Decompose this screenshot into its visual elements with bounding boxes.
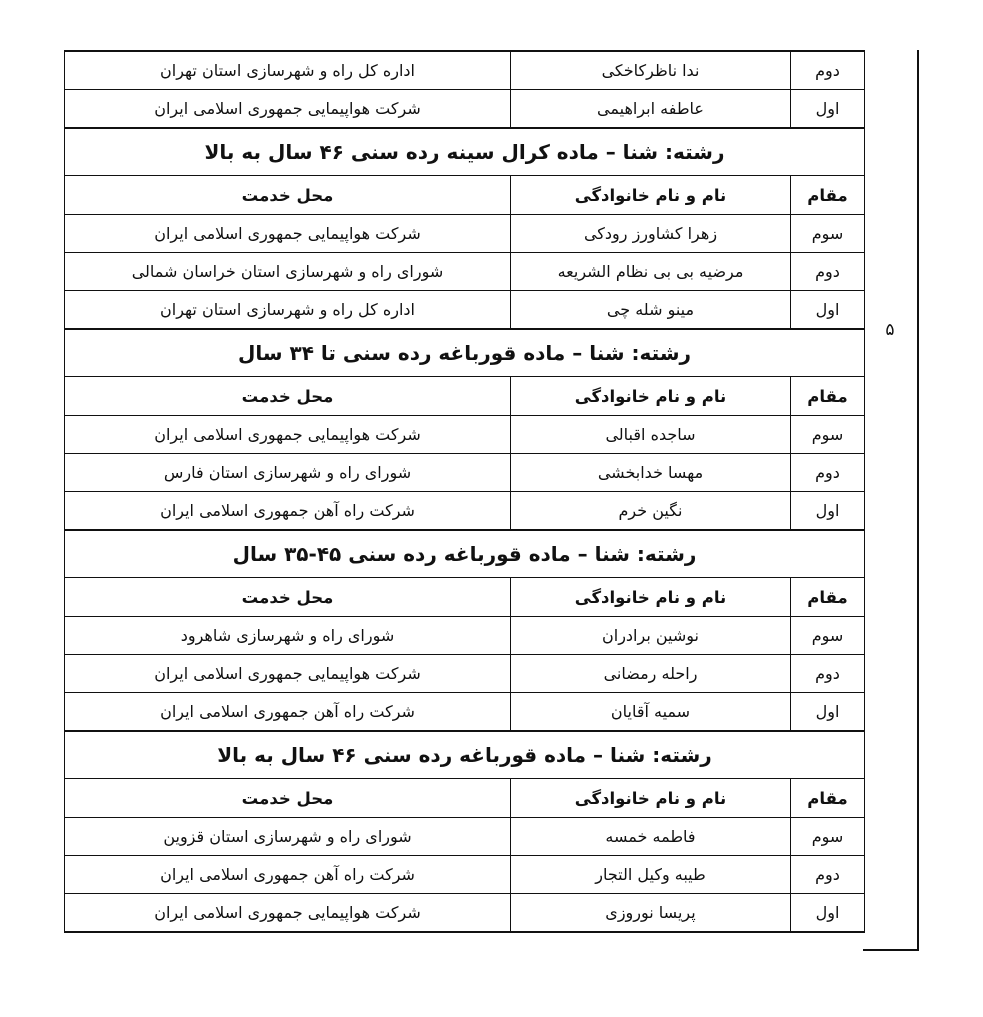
header-name: نام و نام خانوادگی [511, 578, 791, 617]
table-row [65, 454, 865, 492]
header-rank: مقام [791, 176, 865, 215]
section-title-row [65, 530, 865, 578]
name-cell: مرضیه بی بی نظام الشریعه [511, 253, 791, 291]
table-row [65, 894, 865, 933]
place-cell: شورای راه و شهرسازی استان فارس [65, 454, 511, 492]
header-rank: مقام [791, 779, 865, 818]
rank-cell: دوم [791, 253, 865, 291]
place-cell: شورای راه و شهرسازی استان قزوین [65, 818, 511, 856]
rank-cell: اول [791, 291, 865, 330]
place-cell: شرکت هواپیمایی جمهوری اسلامی ایران [65, 655, 511, 693]
rank-cell: اول [791, 492, 865, 531]
name-cell: عاطفه ابراهیمی [511, 90, 791, 129]
table-row [65, 856, 865, 894]
place-cell: اداره کل راه و شهرسازی استان تهران [65, 291, 511, 330]
place-cell: اداره کل راه و شهرسازی استان تهران [65, 51, 511, 90]
section-title: رشته: شنا – ماده قورباغه رده سنی ۴۶ سال به بالا [65, 731, 865, 779]
place-cell: شرکت هواپیمایی جمهوری اسلامی ایران [65, 416, 511, 454]
header-name: نام و نام خانوادگی [511, 176, 791, 215]
rank-cell: دوم [791, 454, 865, 492]
header-name: نام و نام خانوادگی [511, 377, 791, 416]
header-place: محل خدمت [65, 779, 511, 818]
header-place: محل خدمت [65, 578, 511, 617]
section-title-row [65, 329, 865, 377]
section-title: رشته: شنا – ماده قورباغه رده سنی تا ۳۴ سال [65, 329, 865, 377]
table-row [65, 253, 865, 291]
name-cell: فاطمه خمسه [511, 818, 791, 856]
name-cell: پریسا نوروزی [511, 894, 791, 933]
name-cell: نوشین برادران [511, 617, 791, 655]
header-row [65, 176, 865, 215]
rank-cell: سوم [791, 416, 865, 454]
name-cell: طیبه وکیل التجار [511, 856, 791, 894]
header-place: محل خدمت [65, 176, 511, 215]
section-title: رشته: شنا – ماده قورباغه رده سنی ۴۵-۳۵ سال [65, 530, 865, 578]
header-row [65, 779, 865, 818]
header-row [65, 578, 865, 617]
rank-cell: سوم [791, 617, 865, 655]
place-cell: شرکت راه آهن جمهوری اسلامی ایران [65, 693, 511, 732]
rank-cell: اول [791, 894, 865, 933]
header-rank: مقام [791, 377, 865, 416]
table-row [65, 617, 865, 655]
place-cell: شرکت هواپیمایی جمهوری اسلامی ایران [65, 215, 511, 253]
place-cell: شورای راه و شهرسازی شاهرود [65, 617, 511, 655]
place-cell: شرکت راه آهن جمهوری اسلامی ایران [65, 492, 511, 531]
rank-cell: دوم [791, 655, 865, 693]
place-cell: شرکت هواپیمایی جمهوری اسلامی ایران [65, 90, 511, 129]
rank-cell: دوم [791, 856, 865, 894]
rank-cell: سوم [791, 215, 865, 253]
name-cell: راحله رمضانی [511, 655, 791, 693]
rank-cell: اول [791, 90, 865, 129]
header-rank: مقام [791, 578, 865, 617]
table-row [65, 693, 865, 732]
name-cell: سمیه آقایان [511, 693, 791, 732]
table-row [65, 51, 865, 90]
name-cell: ندا ناظرکاخکی [511, 51, 791, 90]
section-title-row [65, 731, 865, 779]
name-cell: نگین خرم [511, 492, 791, 531]
table-row [65, 416, 865, 454]
header-name: نام و نام خانوادگی [511, 779, 791, 818]
place-cell: شورای راه و شهرسازی استان خراسان شمالی [65, 253, 511, 291]
rank-cell: اول [791, 693, 865, 732]
table-row [65, 90, 865, 129]
name-cell: زهرا کشاورز رودکی [511, 215, 791, 253]
name-cell: ساجده اقبالی [511, 416, 791, 454]
table-row [65, 291, 865, 330]
rank-cell: دوم [791, 51, 865, 90]
table-row [65, 655, 865, 693]
outer-border [917, 50, 919, 951]
place-cell: شرکت راه آهن جمهوری اسلامی ایران [65, 856, 511, 894]
header-place: محل خدمت [65, 377, 511, 416]
table-row [65, 818, 865, 856]
section-title-row [65, 128, 865, 176]
group-number: ۵ [885, 320, 895, 340]
group-number-cell [863, 50, 917, 951]
header-row [65, 377, 865, 416]
name-cell: مهسا خدابخشی [511, 454, 791, 492]
table-row [65, 215, 865, 253]
rank-cell: سوم [791, 818, 865, 856]
place-cell: شرکت هواپیمایی جمهوری اسلامی ایران [65, 894, 511, 933]
name-cell: مینو شله چی [511, 291, 791, 330]
table-row [65, 492, 865, 531]
section-title: رشته: شنا – ماده کرال سینه رده سنی ۴۶ سال به بالا [65, 128, 865, 176]
results-table [64, 50, 865, 933]
